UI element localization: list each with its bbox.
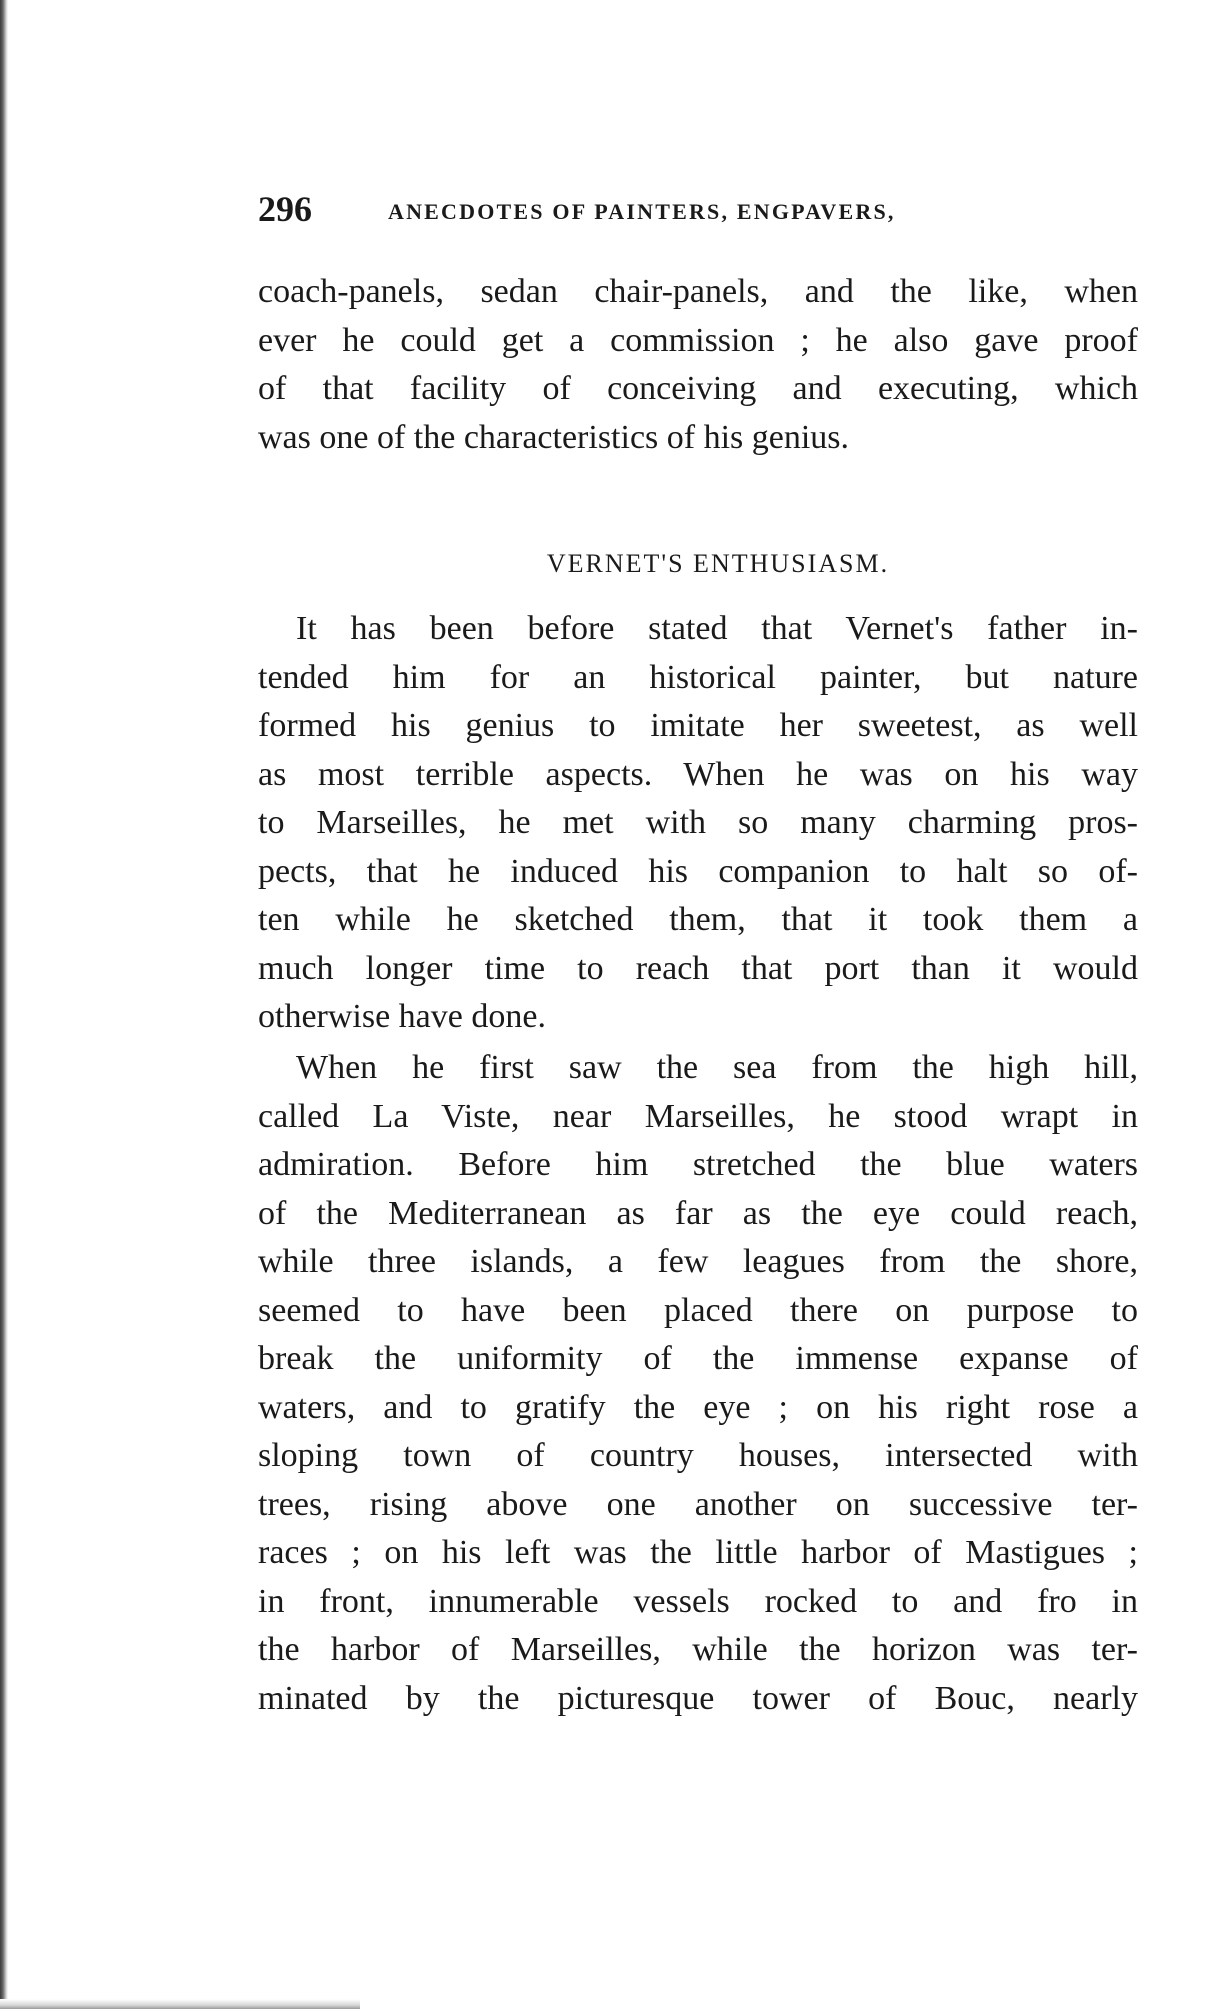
text-line: the harbor of Marseilles, while the horizon was ter- — [258, 1631, 1138, 1668]
text-line: tended him for an historical painter, but nature — [258, 658, 1138, 696]
text-line: waters, and to gratify the eye ; on his right rose a — [258, 1388, 1138, 1426]
page-bottom-edge — [0, 1999, 360, 2009]
text-line: to Marseilles, he met with so many charming pros- — [258, 804, 1138, 841]
text-line: ten while he sketched them, that it took them a — [258, 901, 1138, 938]
text-line: in front, innumerable vessels rocked to and fro in — [258, 1582, 1138, 1620]
text-line: formed his genius to imitate her sweetest, as well — [258, 707, 1138, 744]
text-line: was one of the characteristics of his genius. — [258, 418, 850, 456]
text-line: races ; on his left was the little harbor of Mastigues ; — [258, 1534, 1138, 1571]
text-line: ever he could get a commission ; he also gave proof — [258, 321, 1138, 359]
text-line: much longer time to reach that port than it would — [258, 949, 1138, 987]
paragraph-vernet-father — [258, 605, 1138, 1042]
section-heading: VERNET'S ENTHUSIASM. — [546, 549, 890, 578]
page-binding-edge — [0, 0, 8, 2009]
text-line: called La Viste, near Marseilles, he stood wrapt in — [258, 1097, 1138, 1135]
running-head — [258, 184, 1138, 234]
running-title: ANECDOTES OF PAINTERS, ENGPAVERS, — [388, 199, 896, 224]
paragraph-continued — [258, 268, 1138, 462]
page-number: 296 — [258, 189, 312, 229]
text-line: coach-panels, sedan chair-panels, and the like, when — [258, 273, 1138, 310]
text-line: break the uniformity of the immense expanse of — [258, 1340, 1138, 1377]
text-line: admiration. Before him stretched the blue waters — [258, 1146, 1138, 1183]
text-line: When he first saw the sea from the high hill, — [296, 1049, 1138, 1086]
text-line: minated by the picturesque tower of Bouc, nearly — [258, 1679, 1138, 1717]
text-line: while three islands, a few leagues from the shore, — [258, 1243, 1138, 1280]
text-line: sloping town of country houses, intersected with — [258, 1437, 1138, 1474]
text-line: of the Mediterranean as far as the eye could reach, — [258, 1194, 1138, 1232]
text-line: otherwise have done. — [258, 998, 546, 1035]
text-line: pects, that he induced his companion to halt so of- — [258, 852, 1138, 890]
text-line: of that facility of conceiving and executing, which — [258, 370, 1138, 407]
text-line: as most terrible aspects. When he was on his way — [258, 755, 1138, 793]
paragraph-sea-view — [258, 1044, 1138, 1723]
text-line: seemed to have been placed there on purpose to — [258, 1291, 1138, 1329]
text-line: It has been before stated that Vernet's father in- — [296, 610, 1138, 647]
text-line: trees, rising above one another on successive ter- — [258, 1485, 1138, 1523]
